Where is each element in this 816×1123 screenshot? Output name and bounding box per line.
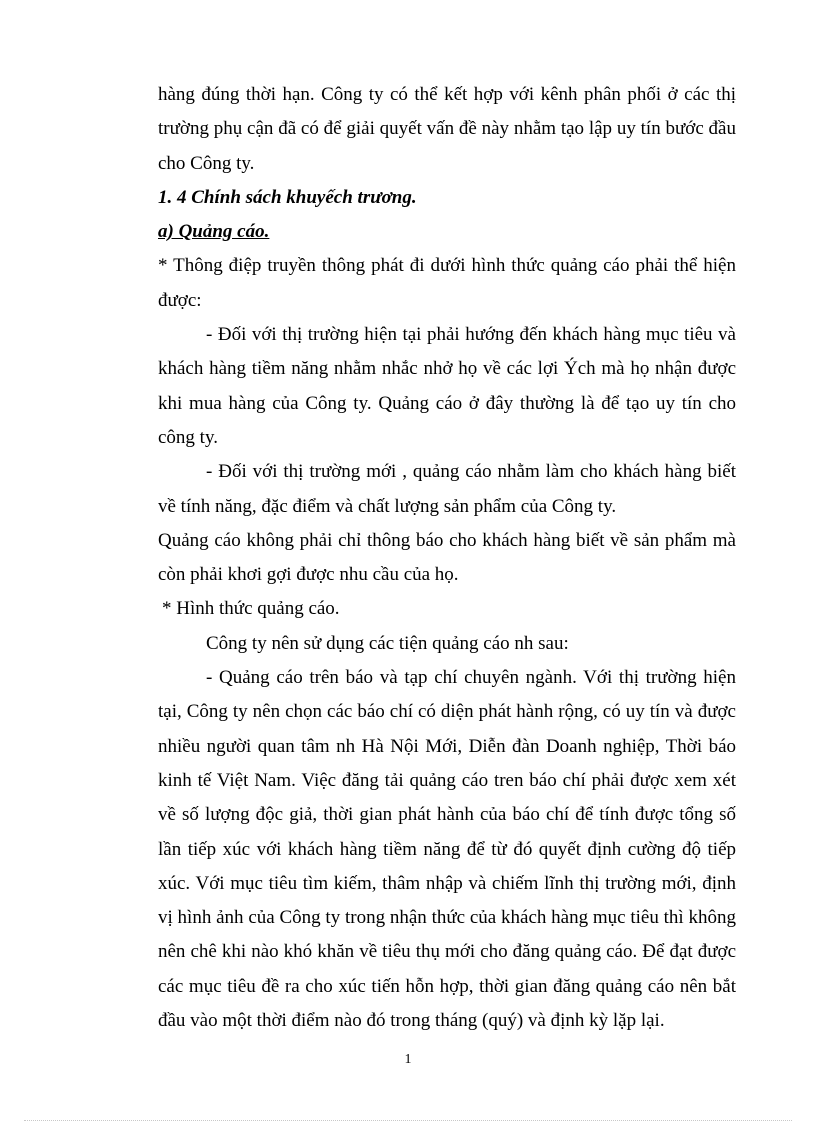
paragraph-press-advertising: - Quảng cáo trên báo và tạp chí chuyên ngành. Với thị trường hiện tại, Công ty nên chọn các báo chí có diện phát hành rộng, có uy tín và được nhiều người quan tâm nh Hà Nội Mới, Diễn đàn Doanh nghiệp, Thời báo kinh tế Việt Nam. Việc đăng tải quảng cáo tren báo chí phải được xem xét về số lượng độc giả, thời gian phát hành của báo chí để tính được tổng số lần tiếp xúc với khách hàng tiềm năng để từ đó quyết định cường độ tiếp xúc. Với mục tiêu tìm kiếm, thâm nhập và chiếm lĩnh thị trường mới, định vị hình ảnh của Công ty trong nhận thức của khách hàng mục tiêu thì không nên chê khi nào khó khăn về tiêu thụ mới cho đăng quảng cáo. Để đạt được các mục tiêu đề ra cho xúc tiến hỗn hợp, thời gian đăng quảng cáo nên bắt đầu vào một thời điểm nào đó trong tháng (quý) và định kỳ lặp lại. bbox=[158, 667, 736, 1032]
subsection-heading: a) Quảng cáo. bbox=[158, 221, 270, 243]
paragraph-advertising-forms: * Hình thức quảng cáo. bbox=[162, 598, 340, 620]
section-heading: 1. 4 Chính sách khuyếch trương. bbox=[158, 186, 417, 208]
document-body bbox=[158, 78, 736, 1038]
page-break-divider bbox=[24, 1120, 792, 1121]
paragraph-message-intro: * Thông điệp truyền thông phát đi dưới hình thức quảng cáo phải thể hiện được: bbox=[158, 255, 736, 311]
paragraph-new-market: - Đối với thị trường mới , quảng cáo nhằm làm cho khách hàng biết về tính năng, đặc điểm và chất lượng sản phẩm của Công ty. bbox=[158, 461, 736, 517]
paragraph-current-market: - Đối với thị trường hiện tại phải hướng đến khách hàng mục tiêu và khách hàng tiềm năng nhằm nhắc nhở họ về các lợi Ých mà họ nhận được khi mua hàng của Công ty. Quảng cáo ở đây thường là để tạo uy tín cho công ty. bbox=[158, 324, 736, 448]
paragraph-continuation: hàng đúng thời hạn. Công ty có thể kết hợp với kênh phân phối ở các thị trường phụ cận đã có để giải quyết vấn đề này nhằm tạo lập uy tín bước đầu cho Công ty. bbox=[158, 84, 736, 174]
page-number: 1 bbox=[404, 1052, 412, 1067]
paragraph-advertising-purpose: Quảng cáo không phải chỉ thông báo cho khách hàng biết về sản phẩm mà còn phải khơi gợi được nhu cầu của họ. bbox=[158, 529, 736, 586]
paragraph-company-should-use: Công ty nên sử dụng các tiện quảng cáo nh sau: bbox=[206, 632, 569, 654]
